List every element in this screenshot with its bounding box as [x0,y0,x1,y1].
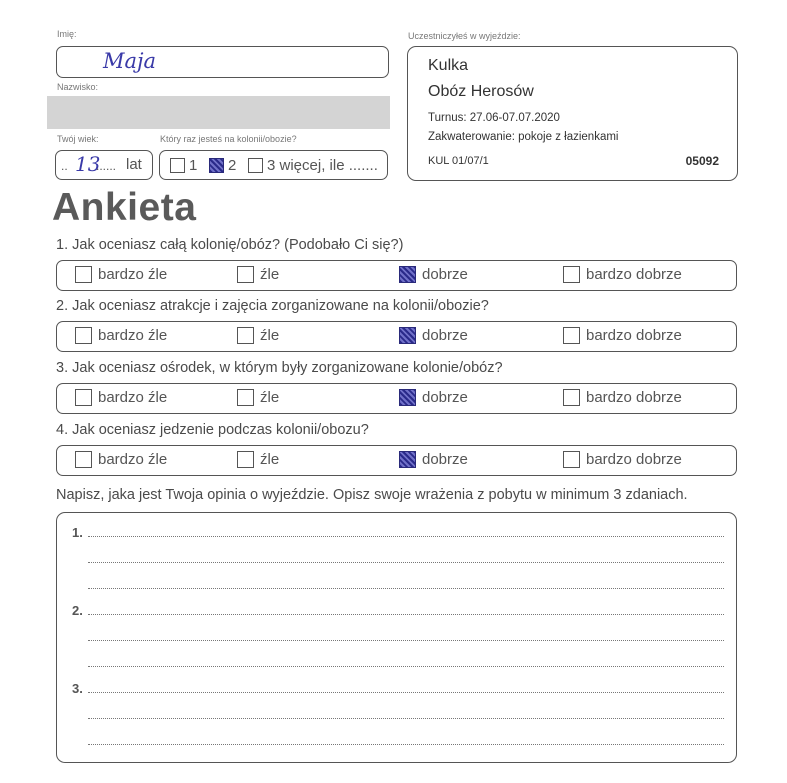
rating-option[interactable] [563,327,682,344]
rating-checkbox[interactable] [237,451,254,468]
trip-name: Kulka [428,57,469,74]
writing-line [88,562,724,563]
question-text [56,237,403,253]
writing-line [88,692,724,693]
rating-checkbox[interactable] [563,266,580,283]
rating-checkbox[interactable] [237,389,254,406]
times-option-2[interactable] [209,157,236,174]
writing-line [88,666,724,667]
age-field[interactable] [55,150,153,180]
times-option-3-label: 3 więcej, ile ....... [267,157,378,174]
rating-option[interactable] [563,451,682,468]
writing-line [88,640,724,641]
opinion-box[interactable] [56,512,737,763]
question-label: Jak oceniasz atrakcje i zajęcia zorganizowane na kolonii/obozie? [72,298,489,314]
rating-row [56,321,737,352]
first-name-label: Imię: [57,29,77,39]
rating-checkbox[interactable] [563,389,580,406]
rating-checkbox[interactable] [399,266,416,283]
rating-checkbox[interactable] [237,266,254,283]
rating-option[interactable] [237,266,279,283]
trip-box [407,46,738,181]
rating-label: bardzo źle [98,389,168,406]
rating-label: źle [260,266,280,283]
rating-checkbox[interactable] [75,327,92,344]
times-checkbox-3[interactable] [248,158,263,173]
rating-checkbox[interactable] [237,327,254,344]
rating-row [56,260,737,291]
question-number: 4. [56,422,69,438]
writing-line [88,718,724,719]
times-checkbox-2[interactable] [209,158,224,173]
first-name-field[interactable] [56,46,389,78]
rating-label: źle [260,327,280,344]
rating-label: bardzo dobrze [586,389,682,406]
rating-option[interactable] [399,266,468,283]
writing-line [88,744,724,745]
trip-accommodation: Zakwaterowanie: pokoje z łazienkami [428,131,619,143]
rating-option[interactable] [237,327,279,344]
opinion-prompt: Napisz, jaka jest Twoja opinia o wyjeździe. Opisz swoje wrażenia z pobytu w minimum 3 zdaniach. [56,487,688,503]
rating-label: bardzo źle [98,451,168,468]
rating-label: dobrze [422,451,468,468]
rating-label: źle [260,389,280,406]
question-label: Jak oceniasz jedzenie podczas kolonii/obozu? [72,422,369,438]
rating-checkbox[interactable] [75,389,92,406]
rating-row [56,445,737,476]
rating-checkbox[interactable] [563,451,580,468]
writing-line [88,614,724,615]
question-label: Jak oceniasz ośrodek, w którym były zorganizowane kolonie/obóz? [72,360,503,376]
question-label: Jak oceniasz całą kolonię/obóz? (Podobało Ci się?) [72,237,404,253]
trip-camp: Obóz Herosów [428,83,534,100]
rating-label: dobrze [422,389,468,406]
rating-checkbox[interactable] [75,266,92,283]
rating-option[interactable] [237,389,279,406]
writing-line [88,536,724,537]
rating-label: bardzo źle [98,327,168,344]
rating-label: źle [260,451,280,468]
last-name-label: Nazwisko: [57,82,99,92]
times-option-3[interactable] [248,157,378,174]
rating-option[interactable] [75,327,167,344]
times-option-1[interactable] [170,157,197,174]
page-title: Ankieta [52,186,197,229]
rating-option[interactable] [399,327,468,344]
rating-checkbox[interactable] [399,389,416,406]
times-checkbox-1[interactable] [170,158,185,173]
rating-option[interactable] [399,389,468,406]
times-label: Który raz jesteś na kolonii/obozie? [160,134,297,144]
rating-option[interactable] [75,389,167,406]
rating-option[interactable] [75,451,167,468]
rating-option[interactable] [399,451,468,468]
rating-label: bardzo dobrze [586,266,682,283]
trip-turnus: Turnus: 27.06-07.07.2020 [428,112,560,124]
rating-option[interactable] [237,451,279,468]
rating-option[interactable] [563,266,682,283]
question-text [56,360,503,376]
rating-checkbox[interactable] [563,327,580,344]
trip-code: KUL 01/07/1 [428,155,489,167]
times-field [159,150,388,180]
question-number: 3. [56,360,69,376]
question-text [56,298,489,314]
first-name-value: Maja [103,49,157,73]
rating-label: dobrze [422,327,468,344]
opinion-line-number: 3. [72,681,83,696]
times-option-1-label: 1 [189,157,198,174]
trip-label: Uczestniczyłeś w wyjeździe: [408,31,521,41]
rating-checkbox[interactable] [399,327,416,344]
rating-checkbox[interactable] [75,451,92,468]
age-dots-after: ...... [96,159,117,173]
rating-label: bardzo dobrze [586,327,682,344]
age-unit: lat [126,156,142,173]
rating-label: bardzo źle [98,266,168,283]
rating-checkbox[interactable] [399,451,416,468]
rating-row [56,383,737,414]
rating-label: dobrze [422,266,468,283]
opinion-line-number: 2. [72,603,83,618]
rating-label: bardzo dobrze [586,451,682,468]
question-number: 1. [56,237,69,253]
age-dots-before: .. [61,159,68,173]
times-option-2-label: 2 [228,157,237,174]
question-text [56,422,369,438]
age-value: 13 [75,152,101,176]
trip-number: 05092 [685,154,719,168]
question-number: 2. [56,298,69,314]
age-label: Twój wiek: [57,134,99,144]
writing-line [88,588,724,589]
rating-option[interactable] [563,389,682,406]
rating-option[interactable] [75,266,167,283]
opinion-line-number: 1. [72,525,83,540]
last-name-redacted [47,96,390,129]
